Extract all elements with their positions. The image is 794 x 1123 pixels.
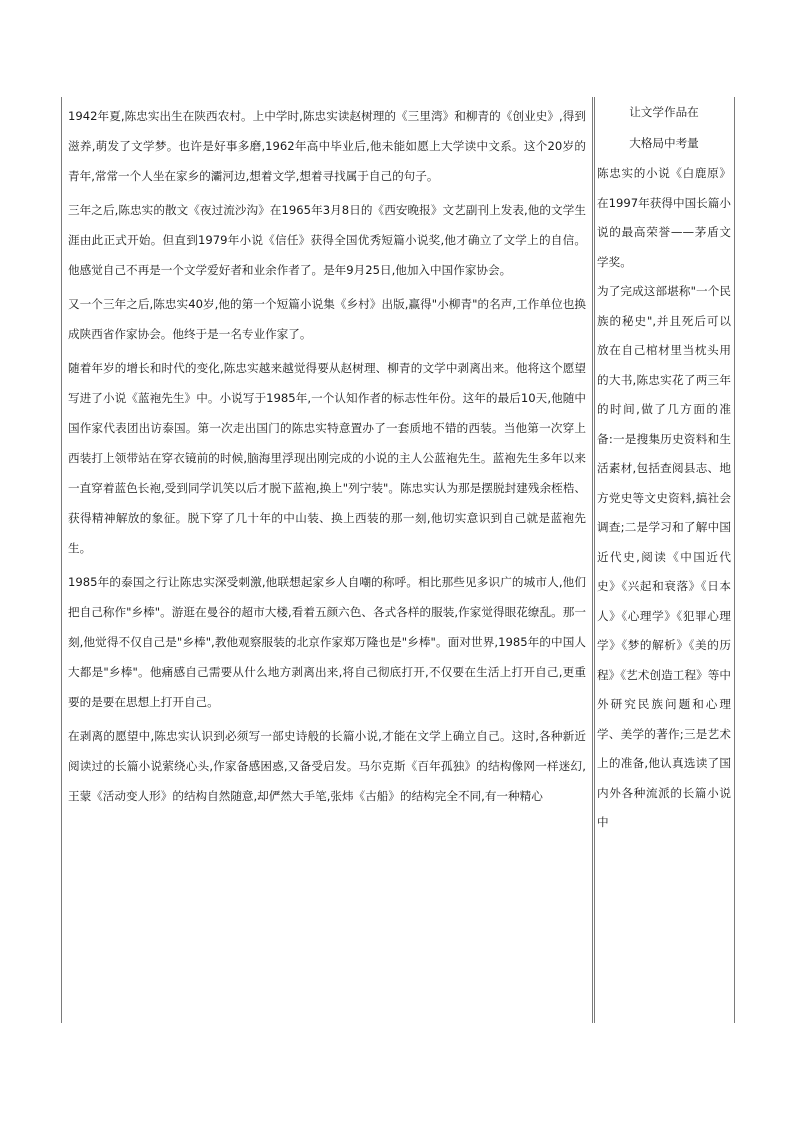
main-paragraph-6: 在剥离的愿望中,陈忠实认识到必须写一部史诗般的长篇小说,才能在文学上确立自己。这时,各种新近阅读过的长篇小说萦绕心头,作家备感困惑,又备受启发。马尔克斯《百年孤独》的结构像网一样迷幻,王蒙《活动变人形》的结构自然随意,却俨然大手笔,张炜《古船》的结构完全不同,有一种精心 <box>68 729 586 803</box>
sidebar-paragraph-1: 陈忠实的小说《白鹿原》在1997年获得中国长篇小说的最高荣誉——茅盾文学奖。 <box>597 166 731 269</box>
sidebar-annotation-column <box>597 97 731 838</box>
table-right-border <box>734 97 735 1023</box>
table-left-border <box>61 97 62 1023</box>
main-paragraph-2: 三年之后,陈忠实的散文《夜过流沙沟》在1965年3月8日的《西安晚报》文艺副刊上发表,他的文学生涯由此正式开始。但直到1979年小说《信任》获得全国优秀短篇小说奖,他才确立了文学上的自信。他感觉自己不再是一个文学爱好者和业余作者了。是年9月25日,他加入中国作家协会。 <box>68 203 586 277</box>
main-paragraph-1: 1942年夏,陈忠实出生在陕西农村。上中学时,陈忠实读赵树理的《三里湾》和柳青的《创业史》,得到滋养,萌发了文学梦。也许是好事多磨,1962年高中毕业后,他未能如愿上大学读中文系。这个20岁的青年,常常一个人坐在家乡的灞河边,想着文学,想着寻找属于自己的句子。 <box>68 109 586 183</box>
main-text-column <box>68 101 586 811</box>
sidebar-paragraph-2: 为了完成这部堪称"一个民族的秘史",并且死后可以放在自己棺材里当枕头用的大书,陈忠实花了两三年的时间,做了几方面的准备:一是搜集历史资料和生活素材,包括查阅县志、地方党史等文史资料,搞社会调查;二是学习和了解中国近代史,阅读《中国近代史》《兴起和衰落》《日本人》《心理学》《犯罪心理学》《梦的解析》《美的历程》《艺术创造工程》等中外研究民族问题和心理学、美学的著作;三是艺术上的准备,他认真选读了国内外各种流派的长篇小说中 <box>597 284 731 829</box>
column-divider <box>592 97 593 1023</box>
sidebar-title-line-1: 让文学作品在 <box>629 105 699 119</box>
column-divider-inner <box>594 97 595 1023</box>
sidebar-title-line-2: 大格局中考量 <box>629 136 699 150</box>
main-paragraph-5: 1985年的泰国之行让陈忠实深受刺激,他联想起家乡人自嘲的称呼。相比那些见多识广的城市人,他们把自己称作"乡棒"。游逛在曼谷的超市大楼,看着五颜六色、各式各样的服装,作家觉得眼花缭乱。那一刻,他觉得不仅自己是"乡棒",教他观察服装的北京作家郑万隆也是"乡棒"。面对世界,1985年的中国人大都是"乡棒"。他痛感自己需要从什么地方剥离出来,将自己彻底打开,不仅要在生活上打开自己,更重要的是要在思想上打开自己。 <box>68 575 586 709</box>
main-paragraph-3: 又一个三年之后,陈忠实40岁,他的第一个短篇小说集《乡村》出版,赢得"小柳青"的名声,工作单位也换成陕西省作家协会。他终于是一名专业作家了。 <box>68 297 586 341</box>
main-paragraph-4: 随着年岁的增长和时代的变化,陈忠实越来越觉得要从赵树理、柳青的文学中剥离出来。他将这个愿望写进了小说《蓝袍先生》中。小说写于1985年,一个认知作者的标志性年份。这年的最后10天,他随中国作家代表团出访泰国。第一次走出国门的陈忠实特意置办了一套质地不错的西装。当他第一次穿上西装打上领带站在穿衣镜前的时候,脑海里浮现出刚完成的小说的主人公蓝袍先生。蓝袍先生多年以来一直穿着蓝色长袍,受到同学讥笑以后才脱下蓝袍,换上"列宁装"。陈忠实认为那是摆脱封建残余桎梏、获得精神解放的象征。脱下穿了几十年的中山装、换上西装的那一刻,他切实意识到自己就是蓝袍先生。 <box>68 361 586 555</box>
